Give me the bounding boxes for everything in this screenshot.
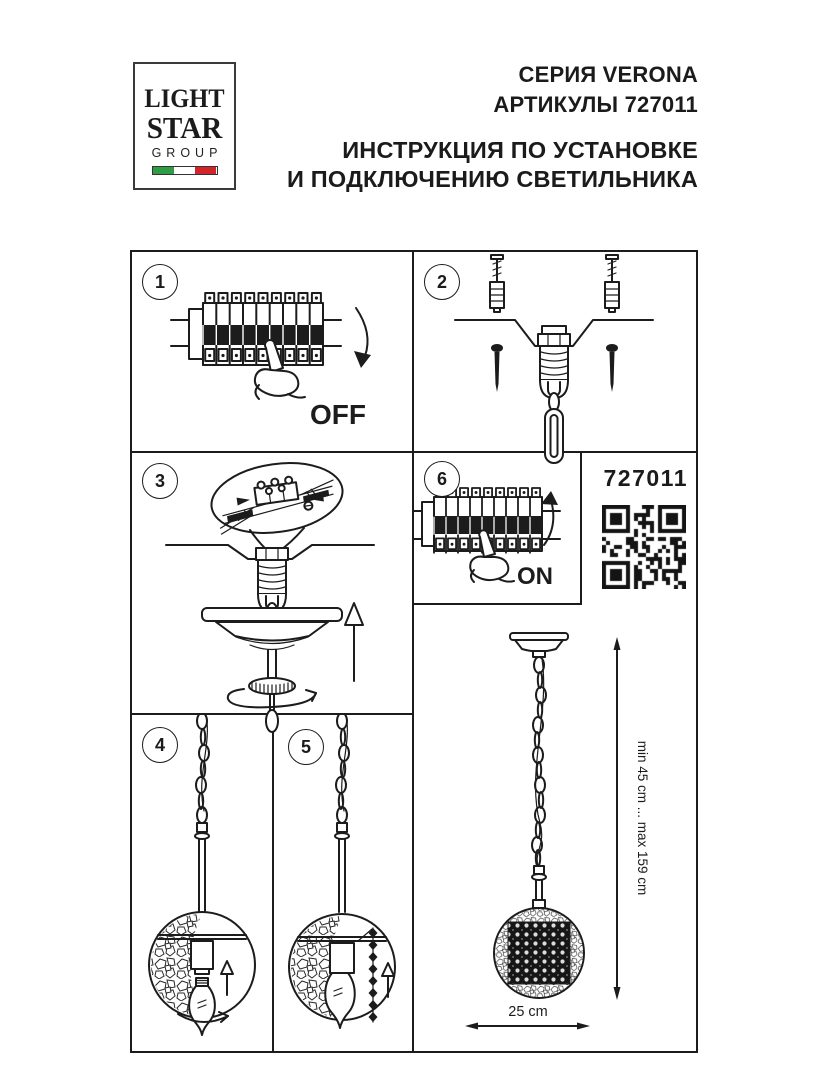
arrow-down-icon bbox=[354, 308, 371, 368]
step-panel-1 bbox=[132, 252, 412, 451]
crystal-strand-install-drawing bbox=[274, 715, 414, 1051]
step-panel-5 bbox=[274, 715, 414, 1051]
step-panel-2 bbox=[414, 252, 696, 451]
flag-green-stripe bbox=[153, 167, 174, 174]
step-panel-6 bbox=[414, 453, 582, 605]
wiring-canopy-drawing bbox=[132, 453, 412, 731]
logo-word-star: STAR bbox=[146, 110, 223, 145]
lightstar-logo bbox=[133, 62, 236, 190]
width-dimension bbox=[465, 1004, 590, 1030]
document-header bbox=[287, 60, 698, 194]
product-article: 727011 bbox=[603, 465, 688, 491]
instruction-title-line1: ИНСТРУКЦИЯ ПО УСТАНОВКЕ bbox=[342, 137, 698, 163]
arrow-up-icon bbox=[541, 491, 558, 545]
chain bbox=[532, 657, 546, 866]
flag-red-stripe bbox=[195, 167, 216, 174]
step-panel-3 bbox=[132, 453, 412, 713]
step-number-5: 5 bbox=[288, 729, 324, 765]
lamp-socket bbox=[191, 941, 213, 969]
flag-white-stripe bbox=[174, 167, 195, 174]
article-title: АРТИКУЛЫ 727011 bbox=[493, 92, 698, 117]
ceiling-canopy bbox=[202, 608, 342, 712]
bulb-install-drawing bbox=[132, 715, 272, 1051]
qr-code bbox=[602, 505, 686, 589]
width-dimension-label: 25 cm bbox=[508, 1004, 548, 1020]
wall-dowel-icon bbox=[490, 255, 504, 312]
screw-icon bbox=[606, 344, 618, 392]
step-number-3: 3 bbox=[142, 463, 178, 499]
chain bbox=[196, 715, 209, 823]
threaded-coupler bbox=[538, 334, 570, 398]
off-label: OFF bbox=[310, 399, 366, 430]
instruction-title-line2: И ПОДКЛЮЧЕНИЮ СВЕТИЛЬНИКА bbox=[286, 166, 698, 192]
step-number-2: 2 bbox=[424, 264, 460, 300]
arrow-up-icon bbox=[345, 603, 363, 681]
chain bbox=[336, 715, 349, 823]
screw-icon bbox=[491, 344, 503, 392]
ceiling-canopy bbox=[510, 633, 568, 657]
step-number-6: 6 bbox=[424, 461, 460, 497]
lamp-socket bbox=[330, 943, 354, 973]
wall-dowel-icon bbox=[605, 255, 619, 312]
step-number-1: 1 bbox=[142, 264, 178, 300]
step-panel-4 bbox=[132, 715, 272, 1051]
on-label: ON bbox=[517, 563, 553, 590]
italy-flag-icon bbox=[152, 166, 218, 175]
height-dimension bbox=[614, 637, 651, 1000]
series-title: СЕРИЯ VERONA bbox=[518, 62, 698, 87]
install-steps-grid bbox=[130, 250, 698, 1053]
step-number-4: 4 bbox=[142, 727, 178, 763]
crystal-mesh bbox=[508, 922, 570, 984]
height-dimension-label: min 45 cm ... max 159 cm bbox=[635, 740, 650, 896]
logo-word-group: GROUP bbox=[151, 146, 223, 160]
logo-word-light: LIGHT bbox=[144, 84, 225, 113]
